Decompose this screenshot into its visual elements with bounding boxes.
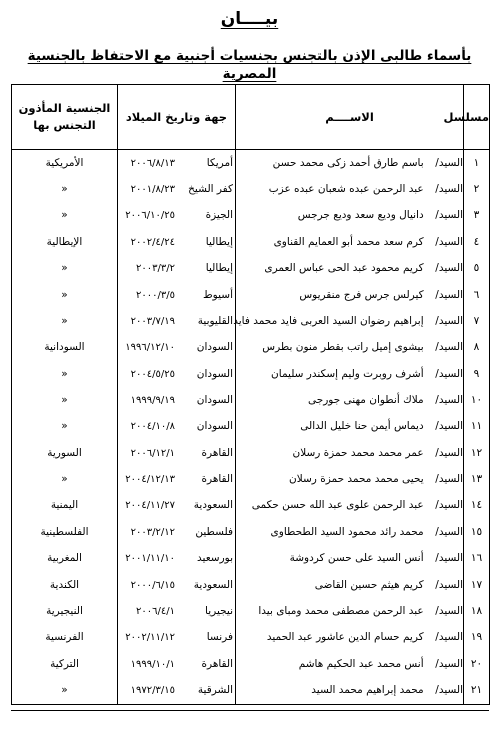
name-cell	[236, 677, 464, 704]
applicant-name: ملاك أنطوان مهنى جورجى	[307, 393, 424, 406]
name-cell	[236, 256, 464, 282]
name-cell	[236, 493, 464, 519]
applicant-name: عبد الرحمن مصطفى محمد ومباى بيدا	[258, 604, 424, 617]
birth-date: ٢٠٠١/١١/١٠	[125, 553, 175, 565]
birth-date: ٢٠٠٦/٤/١	[136, 605, 175, 617]
applicant-name: يحيى محمد محمد حمزة رسلان	[289, 473, 424, 486]
header-serial: مسلسل	[464, 85, 490, 150]
honorific: السيد/	[435, 393, 463, 406]
birth-place: إيطاليا	[205, 235, 233, 248]
birth-date: ٢٠٠٠/٦/١٥	[130, 579, 175, 591]
name-cell	[236, 466, 464, 492]
birth-date: ١٩٩٩/١٠/١	[130, 658, 175, 670]
nationality-cell: الأمريكية	[12, 150, 118, 177]
honorific: السيد/	[435, 631, 463, 644]
applicants-table	[11, 84, 490, 705]
birth-date: ٢٠٠٤/١٢/١٣	[125, 474, 175, 486]
nationality-cell: النيجيرية	[12, 598, 118, 624]
applicant-name: باسم طارق أحمد زكى محمد حسن	[272, 156, 424, 169]
nationality-cell: «	[12, 466, 118, 492]
table-row	[12, 625, 490, 651]
honorific: السيد/	[435, 235, 463, 248]
serial-cell: ١	[464, 150, 490, 177]
name-cell	[236, 387, 464, 413]
birth-date: ١٩٧٢/٣/١٥	[130, 685, 175, 697]
birth-cell	[118, 308, 236, 334]
birth-place: أسيوط	[202, 288, 233, 301]
birth-date: ٢٠٠٢/١١/١٢	[125, 632, 175, 644]
birth-place: القليوبية	[197, 314, 233, 327]
birth-place: أمريكا	[206, 156, 233, 169]
serial-cell: ٥	[464, 256, 490, 282]
name-cell	[236, 229, 464, 255]
name-cell	[236, 545, 464, 571]
applicant-name: كرم سعد محمد أبو العمايم القناوى	[273, 235, 424, 248]
applicant-name: محمد رائد محمود السيد الطحطاوى	[270, 525, 424, 538]
table-row	[12, 519, 490, 545]
nationality-cell: الفلسطينية	[12, 519, 118, 545]
nationality-cell: التركية	[12, 651, 118, 677]
birth-cell	[118, 466, 236, 492]
birth-place: الشرقية	[197, 684, 233, 697]
birth-place: السودان	[196, 367, 233, 380]
birth-place: بورسعيد	[197, 552, 233, 565]
birth-place: فلسطين	[195, 525, 233, 538]
honorific: السيد/	[435, 367, 463, 380]
serial-cell: ١٥	[464, 519, 490, 545]
birth-cell	[118, 335, 236, 361]
name-cell	[233, 308, 464, 334]
birth-date: ٢٠٠٣/٧/١٩	[130, 315, 175, 327]
table-row	[12, 598, 490, 624]
birth-cell	[118, 545, 236, 571]
nationality-cell: الفرنسية	[12, 625, 118, 651]
name-cell	[236, 440, 464, 466]
birth-place: نيجيريا	[205, 604, 233, 617]
honorific: السيد/	[435, 657, 463, 670]
birth-date: ١٩٩٩/٩/١٩	[130, 394, 175, 406]
honorific: السيد/	[435, 420, 463, 433]
header-place-date: جهة وتاريخ الميلاد	[118, 85, 236, 150]
applicant-name: ديماس أيمن حنا خليل الدالى	[300, 420, 424, 433]
birth-cell	[118, 176, 236, 202]
table-row	[12, 651, 490, 677]
birth-date: ١٩٩٦/١٢/١٠	[125, 342, 175, 354]
serial-cell: ١١	[464, 414, 490, 440]
honorific: السيد/	[435, 446, 463, 459]
honorific: السيد/	[435, 578, 463, 591]
page-title: بيــــان	[220, 9, 279, 29]
honorific: السيد/	[435, 262, 463, 275]
birth-cell	[118, 598, 236, 624]
honorific: السيد/	[435, 314, 463, 327]
honorific: السيد/	[435, 684, 463, 697]
table-row	[12, 466, 490, 492]
birth-date: ٢٠٠٤/٥/٢٥	[130, 368, 175, 380]
nationality-cell: «	[12, 176, 118, 202]
nationality-cell: «	[12, 414, 118, 440]
table-row	[12, 440, 490, 466]
nationality-cell: «	[12, 308, 118, 334]
honorific: السيد/	[435, 473, 463, 486]
birth-cell	[118, 651, 236, 677]
birth-place: السودان	[196, 393, 233, 406]
birth-cell	[118, 282, 236, 308]
serial-cell: ٩	[464, 361, 490, 387]
applicant-name: محمد إبراهيم محمد السيد	[311, 684, 424, 697]
birth-date: ٢٠٠٣/٣/٢	[136, 263, 175, 275]
applicant-name: عبد الرحمن عبده شعبان عبده عزب	[268, 183, 424, 196]
nationality-cell: السودانية	[12, 335, 118, 361]
table-row	[12, 229, 490, 255]
header-name: الاســــم	[236, 85, 464, 150]
birth-cell	[118, 203, 236, 229]
honorific: السيد/	[435, 183, 463, 196]
applicant-name: دانيال وديع سعد وديع جرجس	[297, 209, 424, 222]
birth-place: السودان	[196, 420, 233, 433]
serial-cell: ٣	[464, 203, 490, 229]
birth-cell	[118, 440, 236, 466]
name-cell	[236, 625, 464, 651]
nationality-cell: «	[12, 677, 118, 704]
applicant-name: كريم هيثم حسين القاضى	[314, 578, 424, 591]
birth-cell	[118, 387, 236, 413]
nationality-cell: «	[12, 282, 118, 308]
table-row	[12, 387, 490, 413]
birth-cell	[118, 256, 236, 282]
table-row	[12, 361, 490, 387]
header-nationality: الجنسية المأذون التجنس بها	[12, 85, 118, 150]
birth-place: السودان	[196, 341, 233, 354]
table-header-row	[12, 85, 490, 150]
nationality-cell: السورية	[12, 440, 118, 466]
serial-cell: ٦	[464, 282, 490, 308]
serial-cell: ١٨	[464, 598, 490, 624]
applicant-name: كريم محمود عبد الحى عباس العمرى	[264, 262, 424, 275]
birth-cell	[118, 414, 236, 440]
table-row	[12, 493, 490, 519]
applicant-name: أنس محمد عبد الحكيم هاشم	[298, 657, 424, 670]
name-cell	[236, 176, 464, 202]
table-row	[12, 572, 490, 598]
birth-place: القاهرة	[201, 473, 233, 486]
nationality-cell: الكندية	[12, 572, 118, 598]
table-row	[12, 256, 490, 282]
honorific: السيد/	[435, 604, 463, 617]
serial-cell: ٧	[464, 308, 490, 334]
honorific: السيد/	[435, 552, 463, 565]
table-row	[12, 545, 490, 571]
nationality-cell: المغربية	[12, 545, 118, 571]
name-cell	[236, 150, 464, 177]
birth-place: إيطاليا	[205, 262, 233, 275]
serial-cell: ١٩	[464, 625, 490, 651]
table-row	[12, 335, 490, 361]
serial-cell: ٨	[464, 335, 490, 361]
serial-cell: ١٦	[464, 545, 490, 571]
table-row	[12, 176, 490, 202]
applicant-name: بيشوى إميل راتب بقطر منون بطرس	[262, 341, 424, 354]
birth-place: كفر الشيخ	[188, 183, 233, 196]
birth-place: السعودية	[193, 499, 233, 512]
birth-date: ٢٠٠٦/١٢/١	[130, 447, 175, 459]
birth-place: الجيزة	[205, 209, 233, 222]
bottom-rule	[11, 710, 489, 711]
birth-place: القاهرة	[201, 446, 233, 459]
table-row	[12, 308, 490, 334]
name-cell	[236, 335, 464, 361]
name-cell	[236, 598, 464, 624]
table-row	[12, 414, 490, 440]
honorific: السيد/	[435, 209, 463, 222]
birth-date: ٢٠٠٤/١١/٢٧	[125, 500, 175, 512]
birth-cell	[118, 519, 236, 545]
table-row	[12, 677, 490, 704]
serial-cell: ١٣	[464, 466, 490, 492]
page-subtitle: بأسماء طالبى الإذن بالتجنس بجنسيات أجنبية مع الاحتفاظ بالجنسية المصرية	[27, 48, 472, 82]
serial-cell: ٤	[464, 229, 490, 255]
serial-cell: ١٤	[464, 493, 490, 519]
nationality-cell: الإيطالية	[12, 229, 118, 255]
honorific: السيد/	[435, 156, 463, 169]
birth-date: ٢٠٠٦/٨/١٣	[130, 157, 175, 169]
applicant-name: كيرلس جرس فرج منقريوس	[299, 288, 424, 301]
birth-date: ٢٠٠٤/١٠/٨	[130, 421, 175, 433]
birth-cell	[118, 625, 236, 651]
name-cell	[236, 414, 464, 440]
honorific: السيد/	[435, 341, 463, 354]
name-cell	[236, 651, 464, 677]
serial-cell: ١٧	[464, 572, 490, 598]
nationality-cell: «	[12, 361, 118, 387]
serial-cell: ١٢	[464, 440, 490, 466]
birth-date: ٢٠٠٣/٢/١٢	[130, 526, 175, 538]
name-cell	[236, 572, 464, 598]
birth-date: ٢٠٠٢/٤/٢٤	[130, 236, 175, 248]
serial-cell: ٢١	[464, 677, 490, 704]
birth-date: ٢٠٠٠/٣/٥	[136, 289, 175, 301]
birth-cell	[118, 361, 236, 387]
applicant-name: أنس السيد على حسن كردوشة	[289, 552, 424, 565]
applicant-name: أشرف روبرت وليم إسكندر سليمان	[271, 367, 424, 380]
birth-date: ٢٠٠١/٨/٢٣	[130, 184, 175, 196]
table-row	[12, 203, 490, 229]
name-cell	[236, 282, 464, 308]
table-row	[12, 282, 490, 308]
name-cell	[236, 361, 464, 387]
birth-cell	[118, 229, 236, 255]
birth-cell	[118, 572, 236, 598]
honorific: السيد/	[435, 525, 463, 538]
nationality-cell: اليمنية	[12, 493, 118, 519]
name-cell	[236, 519, 464, 545]
honorific: السيد/	[435, 288, 463, 301]
serial-cell: ١٠	[464, 387, 490, 413]
birth-cell	[118, 150, 236, 177]
nationality-cell: «	[12, 256, 118, 282]
applicant-name: عمر محمد محمد حمزة رسلان	[292, 446, 424, 459]
table-body	[12, 150, 490, 705]
applicant-name: كريم حسام الدين عاشور عبد الحميد	[266, 631, 424, 644]
birth-place: القاهرة	[201, 657, 233, 670]
applicant-name: عبد الرحمن علوى عبد الله حسن حكمى	[251, 499, 424, 512]
birth-date: ٢٠٠٦/١٠/٢٥	[125, 210, 175, 222]
nationality-cell: «	[12, 203, 118, 229]
birth-cell	[118, 677, 236, 704]
serial-cell: ٢	[464, 176, 490, 202]
table-row	[12, 150, 490, 177]
name-cell	[236, 203, 464, 229]
nationality-cell: «	[12, 387, 118, 413]
honorific: السيد/	[435, 499, 463, 512]
birth-cell	[118, 493, 236, 519]
birth-place: السعودية	[193, 578, 233, 591]
birth-place: فرنسا	[206, 631, 233, 644]
applicant-name: إبراهيم رضوان السيد العربى فايد محمد فايد	[233, 314, 424, 327]
serial-cell: ٢٠	[464, 651, 490, 677]
